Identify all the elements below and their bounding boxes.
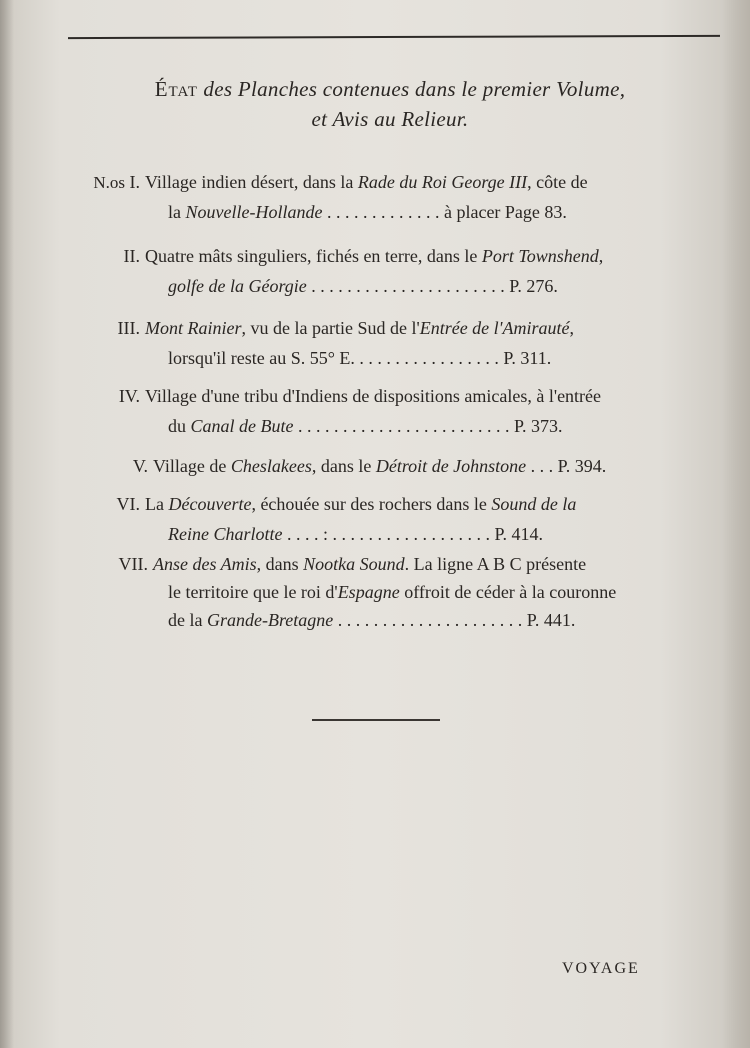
italic-segment: Reine Charlotte bbox=[168, 524, 283, 544]
entry-line-1 bbox=[145, 490, 576, 518]
italic-segment: Canal de Bute bbox=[190, 416, 294, 436]
italic-segment: Sound de la bbox=[491, 494, 577, 514]
text-segment: . . . . . . . . . . . . . à placer Page 83. bbox=[322, 202, 567, 222]
text-segment: de la bbox=[168, 610, 207, 630]
text-segment: du bbox=[168, 416, 191, 436]
entry-line-1 bbox=[145, 382, 601, 410]
entry-line-2 bbox=[168, 520, 543, 548]
entry-numeral: VI. bbox=[116, 494, 140, 514]
title-line-1-rest: des Planches contenues dans le premier Volume, bbox=[197, 77, 626, 101]
text-segment: , échouée sur des rochers dans le bbox=[251, 494, 492, 514]
entry-line-2 bbox=[168, 198, 567, 226]
text-segment: , bbox=[598, 246, 604, 266]
entry-numeral: III. bbox=[117, 318, 140, 338]
text-segment: lorsqu'il reste au S. 55° E. . . . . . . . . . . . . . . . . P. 311. bbox=[168, 348, 552, 368]
page-gutter-shadow bbox=[0, 0, 14, 1048]
entry-numeral: V. bbox=[132, 456, 148, 476]
text-segment: . . . P. 394. bbox=[526, 456, 607, 476]
entry-line-1 bbox=[145, 168, 588, 196]
entry-line-2 bbox=[168, 272, 558, 300]
page-edge-shadow bbox=[722, 0, 750, 1048]
text-segment: , dans le bbox=[311, 456, 376, 476]
entry-line-2 bbox=[168, 578, 616, 606]
italic-segment: Espagne bbox=[337, 582, 400, 602]
italic-segment: Nootka Sound bbox=[303, 554, 405, 574]
entry-line-2 bbox=[168, 412, 563, 440]
text-segment: . . . . . . . . . . . . . . . . . . . . . P. 441. bbox=[333, 610, 576, 630]
text-segment: , côte de bbox=[527, 172, 588, 192]
text-segment: la bbox=[168, 202, 186, 222]
text-segment: , bbox=[569, 318, 575, 338]
italic-segment: Port Townshend bbox=[481, 246, 599, 266]
title-line-1 bbox=[60, 74, 720, 104]
text-segment: le territoire que le roi d' bbox=[168, 582, 338, 602]
italic-segment: Entrée de l'Amirauté bbox=[419, 318, 570, 338]
italic-segment: golfe de la Géorgie bbox=[168, 276, 307, 296]
text-segment: . . . . . . . . . . . . . . . . . . . . . . . . P. 373. bbox=[293, 416, 563, 436]
text-segment: , vu de la partie Sud de l' bbox=[241, 318, 420, 338]
italic-segment: Rade du Roi George III bbox=[357, 172, 528, 192]
entry-line-1 bbox=[153, 550, 586, 578]
text-segment: . . . . . . . . . . . . . . . . . . . . . . P. 276. bbox=[306, 276, 558, 296]
italic-segment: Détroit de Johnstone bbox=[375, 456, 527, 476]
numeral-text: I. bbox=[129, 172, 140, 192]
text-segment: . . . . : . . . . . . . . . . . . . . . . . . P. 414. bbox=[282, 524, 544, 544]
entry-numeral: VII. bbox=[118, 554, 148, 574]
italic-segment: Anse des Amis bbox=[153, 554, 257, 574]
italic-segment: Grande-Bretagne bbox=[206, 610, 334, 630]
text-segment: La bbox=[145, 494, 169, 514]
entry-numeral: IV. bbox=[118, 386, 140, 406]
title-line-2: et Avis au Relieur. bbox=[311, 107, 469, 131]
text-segment: , dans bbox=[256, 554, 304, 574]
italic-segment: Découverte bbox=[168, 494, 252, 514]
italic-segment: Cheslakees bbox=[230, 456, 312, 476]
catchword: VOYAGE bbox=[562, 960, 640, 977]
text-segment: Quatre mâts singuliers, fichés en terre, dans le bbox=[145, 246, 482, 266]
entry-numeral: II. bbox=[123, 246, 140, 266]
numero-prefix: N.os bbox=[93, 173, 125, 192]
text-segment: Village de bbox=[153, 456, 231, 476]
entry-line-3 bbox=[168, 606, 575, 634]
text-segment: Village d'une tribu d'Indiens de dispositions amicales, à l'entrée bbox=[145, 386, 602, 406]
entry-line-1 bbox=[145, 314, 574, 342]
entry-line-2 bbox=[168, 344, 551, 372]
italic-segment: Nouvelle-Hollande bbox=[185, 202, 323, 222]
text-segment: offroit de céder à la couronne bbox=[399, 582, 617, 602]
entry-line-1 bbox=[153, 452, 606, 480]
page-title bbox=[60, 74, 720, 134]
title-etat: État bbox=[154, 77, 198, 101]
section-divider bbox=[312, 719, 440, 721]
text-segment: . La ligne A B C présente bbox=[404, 554, 587, 574]
italic-segment: Mont Rainier bbox=[145, 318, 242, 338]
entry-numeral bbox=[72, 168, 140, 197]
entry-line-1 bbox=[145, 242, 603, 270]
top-rule bbox=[68, 35, 720, 39]
text-segment: Village indien désert, dans la bbox=[145, 172, 358, 192]
